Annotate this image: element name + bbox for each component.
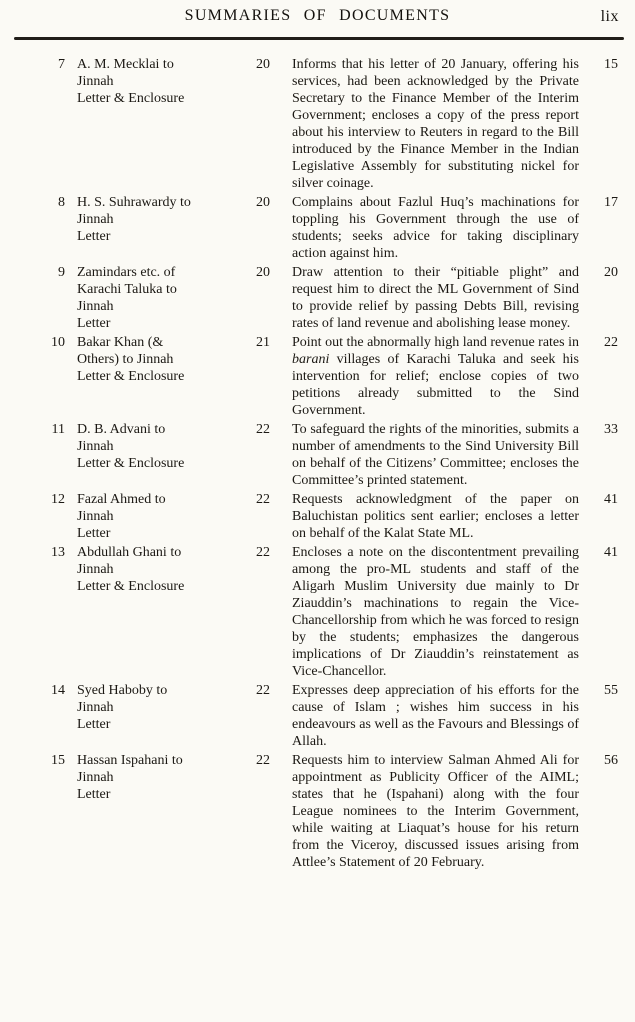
entry-correspondents-cell [77,194,203,262]
entry-date: 22 [256,492,270,507]
entry-document-type: Letter [77,717,111,732]
page-title: SUMMARIES OF DOCUMENTS [184,7,451,24]
entry-document-type: Letter & Enclosure [77,369,185,384]
entry-party: Zamindars etc. of Karachi Taluka to Jinnah [77,265,177,314]
entry-date: 20 [256,195,270,210]
table-row [0,752,635,871]
entry-party: Syed Haboby to Jinnah [77,683,168,715]
entry-correspondents-cell [77,682,203,750]
entry-serial-number: 7 [58,57,65,72]
entry-page-reference: 20 [604,265,618,280]
entry-correspondents-cell [77,491,203,542]
entry-summary: Requests him to interview Salman Ahmed Ali for appointment as Publicity Officer of the AIML; states that he (Ispahani) along with the four League nominees to the Interim Government, while waiting at Liaquat’s house for his return from the Viceroy, discussed issues arising from Attlee’s Statement of 20 February. [292,753,579,870]
entry-summary: Complains about Fazlul Huq’s machinations for toppling his Government through the use of students; seeks advice for taking disciplinary action against him. [292,195,579,261]
entry-correspondents-cell [77,752,203,871]
entry-party: A. M. Mecklai to Jinnah [77,57,174,89]
entry-page-reference: 41 [604,545,618,560]
table-row [0,421,635,489]
entry-summary: Point out the abnormally high land revenue rates in barani villages of Karachi Taluka and seek his intervention for relief; enclose copies of two petitions already submitted to the Sind Government. [292,335,579,418]
entry-serial-number: 12 [51,492,65,507]
folio-page-number: lix [600,8,619,25]
table-row [0,194,635,262]
table-row [0,264,635,332]
entry-summary: Expresses deep appreciation of his efforts for the cause of Islam ; wishes him success in his endeavours as well as the Favours and Blessings of Allah. [292,683,579,749]
table-row [0,682,635,750]
table-row [0,544,635,680]
entry-correspondents-cell [77,334,203,419]
entry-page-reference: 41 [604,492,618,507]
entry-summary: Requests acknowledgment of the paper on Baluchistan politics sent earlier; encloses a letter on behalf of the Kalat State ML. [292,492,579,541]
entry-party: D. B. Advani to Jinnah [77,422,166,454]
entry-date: 22 [256,753,270,768]
entry-document-type: Letter [77,229,111,244]
table-row [0,491,635,542]
header-rule-divider [14,37,624,40]
entry-document-type: Letter & Enclosure [77,456,185,471]
entry-correspondents-cell [77,56,203,192]
entry-summary: Informs that his letter of 20 January, offering his services, had been acknowledged by the Private Secretary to the Finance Member of the Interim Government; encloses a copy of the press report about his interview to Reuters in regard to the Bill introduced by the Finance Member in the Indian Legislative Assembly for substituting nickel for silver coinage. [292,57,579,191]
entry-page-reference: 33 [604,422,618,437]
entry-party: Fazal Ahmed to Jinnah [77,492,166,524]
entry-correspondents-cell [77,421,203,489]
entry-serial-number: 15 [51,753,65,768]
entry-date: 20 [256,265,270,280]
entry-document-type: Letter [77,316,111,331]
entry-page-reference: 22 [604,335,618,350]
entry-document-type: Letter & Enclosure [77,579,185,594]
entry-document-type: Letter [77,787,111,802]
entry-summary: To safeguard the rights of the minorities, submits a number of amendments to the Sind University Bill on behalf of the Citizens’ Committee; encloses the Committee’s printed statement. [292,422,579,488]
entry-summary: Draw attention to their “pitiable plight” and request him to direct the ML Government of Sind to provide relief by passing Debts Bill, revising rates of land revenue and abolishing lease money. [292,265,579,331]
entry-party: H. S. Suhrawardy to Jinnah [77,195,191,227]
entry-serial-number: 14 [51,683,65,698]
entry-summary: Encloses a note on the discontentment prevailing among the pro-ML students and staff of the Aligarh Muslim University due mainly to Dr Ziauddin’s machinations to regain the Vice-Chancellorship from which he was forced to resign by the students; emphasizes the dangerous implications of Dr Ziauddin’s reinstatement as Vice-Chancellor. [292,545,579,679]
entry-serial-number: 10 [51,335,65,350]
entry-date: 20 [256,57,270,72]
table-row [0,334,635,419]
entry-party: Hassan Ispahani to Jinnah [77,753,183,785]
entry-serial-number: 9 [58,265,65,280]
summaries-table [0,56,635,873]
entry-page-reference: 15 [604,57,618,72]
entry-page-reference: 55 [604,683,618,698]
entry-page-reference: 56 [604,753,618,768]
table-row [0,56,635,192]
entry-serial-number: 8 [58,195,65,210]
entry-correspondents-cell [77,264,203,332]
entry-page-reference: 17 [604,195,618,210]
entry-party: Bakar Khan (& Others) to Jinnah [77,335,174,367]
entry-date: 22 [256,683,270,698]
entry-serial-number: 11 [51,422,65,437]
entry-correspondents-cell [77,544,203,680]
entry-document-type: Letter & Enclosure [77,91,185,106]
entry-date: 21 [256,335,270,350]
entry-date: 22 [256,545,270,560]
entry-date: 22 [256,422,270,437]
entry-party: Abdullah Ghani to Jinnah [77,545,182,577]
entry-serial-number: 13 [51,545,65,560]
entry-document-type: Letter [77,526,111,541]
